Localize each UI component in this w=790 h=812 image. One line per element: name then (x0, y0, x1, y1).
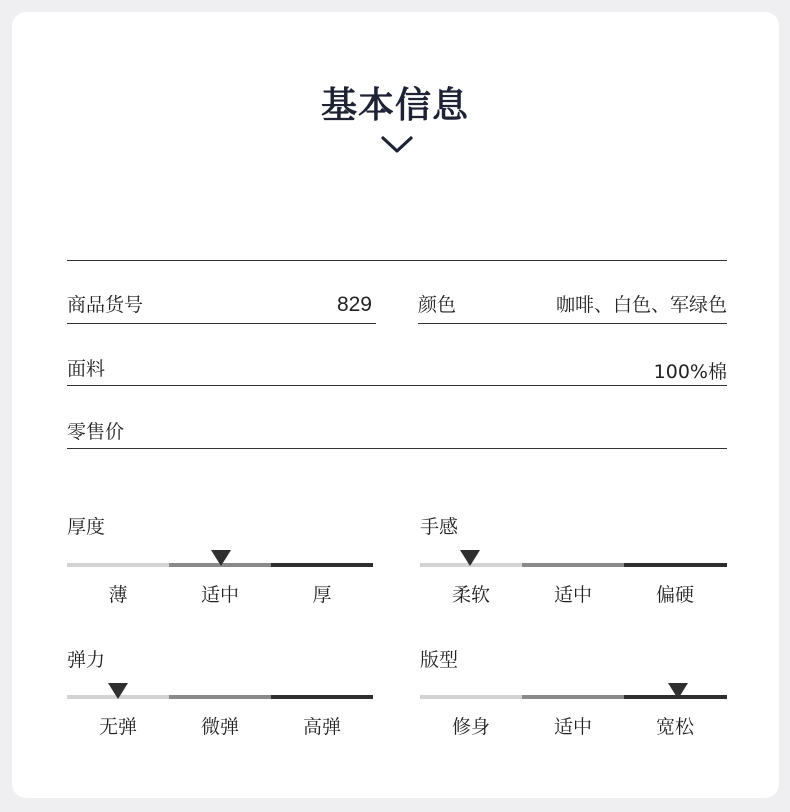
price-rule (67, 448, 727, 449)
fabric-label: 面料 (67, 358, 106, 380)
elasticity-segment-dark (271, 695, 373, 699)
fit-label: 版型 (420, 649, 459, 671)
thickness-label: 厚度 (67, 516, 106, 538)
feel-tick-2: 适中 (553, 584, 592, 606)
color-label: 颜色 (418, 294, 457, 316)
price-label: 零售价 (67, 421, 125, 443)
info-card (12, 12, 779, 798)
sku-value: 829 (336, 293, 372, 316)
fabric-value: 100%棉 (653, 361, 727, 383)
feel-marker-icon (460, 550, 480, 566)
elasticity-label: 弹力 (67, 649, 106, 671)
feel-label: 手感 (420, 516, 459, 538)
fit-segment-light (420, 695, 522, 699)
fit-tick-1: 修身 (451, 716, 490, 738)
elasticity-tick-1: 无弹 (98, 716, 137, 738)
fit-segment-mid (522, 695, 624, 699)
sku-rule (67, 323, 376, 324)
thickness-tick-2: 适中 (200, 584, 239, 606)
fabric-rule (67, 385, 727, 386)
fit-tick-2: 适中 (553, 716, 592, 738)
chevron-down-icon (380, 134, 414, 156)
thickness-tick-1: 薄 (108, 584, 128, 606)
feel-segment-dark (624, 563, 727, 567)
elasticity-segment-mid (169, 695, 271, 699)
thickness-segment-dark (271, 563, 373, 567)
thickness-marker-icon (211, 550, 231, 566)
thickness-segment-light (67, 563, 169, 567)
fit-tick-3: 宽松 (655, 716, 694, 738)
elasticity-tick-2: 微弹 (200, 716, 239, 738)
color-value: 咖啡、白色、军绿色 (555, 294, 727, 316)
elasticity-marker-icon (108, 683, 128, 699)
elasticity-tick-3: 高弹 (302, 716, 341, 738)
feel-tick-1: 柔软 (451, 584, 490, 606)
page-title: 基本信息 (320, 85, 469, 126)
feel-segment-mid (522, 563, 624, 567)
fit-marker-icon (668, 683, 688, 699)
color-rule (418, 323, 727, 324)
sku-label: 商品货号 (67, 294, 144, 316)
feel-tick-3: 偏硬 (655, 584, 694, 606)
thickness-tick-3: 厚 (312, 584, 332, 606)
table-top-rule (67, 260, 727, 261)
